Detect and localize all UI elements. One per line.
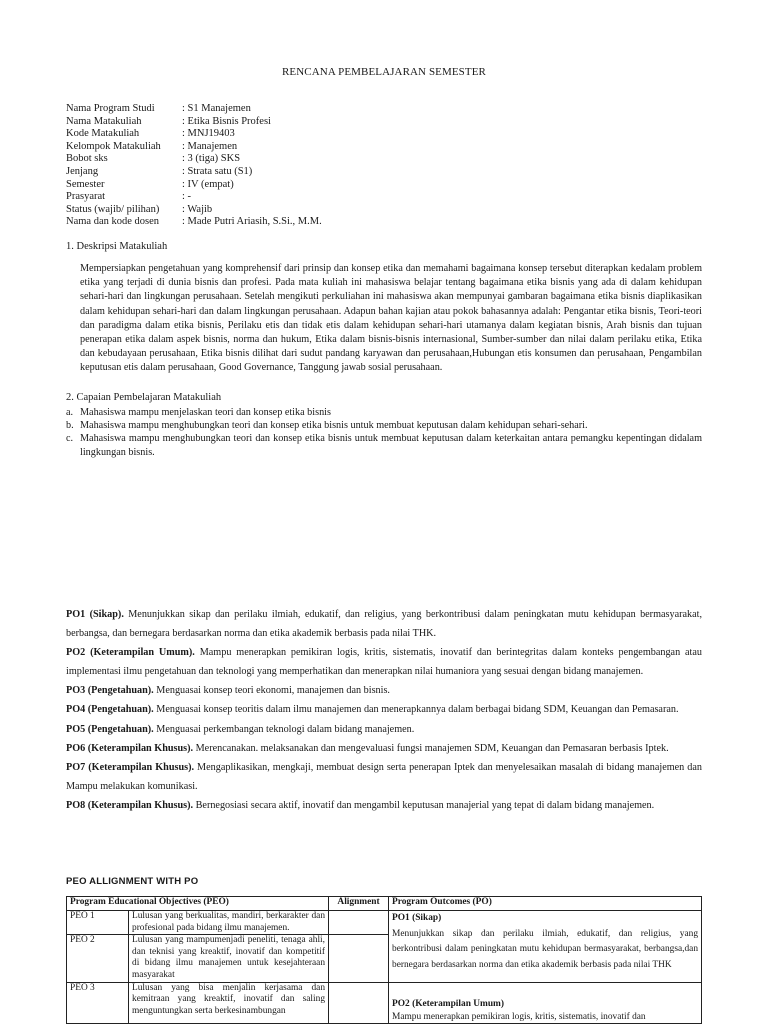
program-outcome-code: PO1 (Sikap). [66,609,124,620]
program-outcome-code: PO3 (Pengetahuan). [66,685,154,697]
alignment-cell [329,935,389,982]
peo-code: PEO 2 [67,935,129,982]
po-cell [389,982,702,1024]
list-item-text: Mahasiswa mampu menghubungkan teori dan konsep etika bisnis untuk membuat keputusan dalam kehidupan sehari-sehari. [80,420,588,432]
list-item-marker: b. [66,420,74,432]
section-heading: 1. Deskripsi Matakuliah [66,241,168,252]
program-outcome-code: PO2 (Keterampilan Umum). [66,647,195,659]
learning-outcomes-section [66,391,702,459]
info-label: Status (wajib/ pilihan) [66,203,160,215]
program-outcome-item [66,700,702,719]
info-row [66,103,322,116]
program-outcome-item [66,681,702,700]
list-item [66,432,702,458]
info-value: : Etika Bisnis Profesi [182,115,271,127]
program-outcome-code: PO7 (Keterampilan Khusus). [66,761,195,773]
info-label: Jenjang [66,165,99,177]
list-item-marker: c. [66,433,74,445]
info-row [66,204,322,217]
program-outcome-code: PO6 (Keterampilan Khusus). [66,742,194,754]
list-item [66,419,702,432]
table-row [67,911,702,935]
info-row [66,141,322,154]
section-heading: 2. Capaian Pembelajaran Matakuliah [66,392,222,403]
program-outcome-text: Mengaplikasikan, mengkaji, membuat design serta penerapan Iptek dan menyelesaikan masalah di bidang manajemen dan Mampu melakukan komunikasi. [66,761,702,792]
program-outcome-item [66,796,702,815]
document-title: RENCANA PEMBELAJARAN SEMESTER [282,66,486,78]
info-row [66,116,322,129]
info-row [66,191,322,204]
table-row [67,982,702,1024]
info-row [66,216,322,229]
list-item-text: Mahasiswa mampu menjelaskan teori dan konsep etika bisnis [80,407,331,418]
program-outcome-text: Menguasai perkembangan teknologi dalam bidang manajemen. [153,723,415,735]
program-outcome-text: Menguasai konsep teori ekonomi, manajemen dan bisnis. [153,685,390,697]
program-outcome-text: Merencanakan. melaksanakan dan mengevaluasi fungsi manajemen SDM, Keuangan dan Pemasaran berbasis Iptek. [193,742,669,754]
info-value: : Manajemen [182,140,238,152]
alignment-cell [329,911,389,935]
course-info [66,103,322,229]
program-outcome-item [66,739,702,758]
info-value: : Strata satu (S1) [182,165,253,177]
po-text: Mampu menerapkan pemikiran logis, kritis, sistematis, inovatif dan [392,1012,646,1023]
program-outcome-code: PO4 (Pengetahuan). [66,704,154,716]
info-value: : Made Putri Ariasih, S.Si., M.M. [182,216,322,228]
program-outcome-text: Mampu menerapkan pemikiran logis, kritis, sistematis, inovatif dan berintegritas dalam konteks pengembangan atau implementasi ilmu pengetahuan dan teknologi yang memperhatikan dan menerapkan nilai humaniora yang sesuai dengan bidang manajemen. [66,647,702,678]
peo-description: Lulusan yang berkualitas, mandiri, berkarakter dan profesional pada bidang ilmu manajemen. [129,911,329,935]
po-column-header: Program Outcomes (PO) [389,897,702,911]
po-cell [389,911,702,983]
peo-section-title: PEO ALLIGNMENT WITH PO [66,876,199,887]
program-outcome-item [66,758,702,796]
learning-outcomes-list [66,406,702,459]
po-text: Menunjukkan sikap dan perilaku ilmiah, edukatif, dan religius, yang berkontribusi dalam peningkatan mutu kehidupan bermasyarakat, berbangsa,dan bernegara berdasarkan norma dan etika akademik berbasis pada nilai THK [392,928,699,970]
program-outcomes-list [66,605,702,815]
program-outcome-item [66,720,702,739]
list-item-marker: a. [66,407,74,418]
list-item [66,406,702,419]
program-outcome-item [66,605,702,643]
peo-column-header: Program Educational Objectives (PEO) [67,897,329,911]
course-description-text: Mempersiapkan pengetahuan yang komprehensif dari prinsip dan konsep etika dan memahami bagaimana konsep tersebut diterapkan kedalam problem etika yang terjadi di dunia bisnis dan profesi. Pada mata kuliah ini mahasiswa belajar tentang bagaimana etika bisnis yang ada di dalam kehidupan sehari-hari dan lingkungan perusahaan. Setelah mengikuti perkuliahan ini mahasiswa akan mempunyai gambaran bagaimana etika bisnis diaplikasikan dalam kehidupan sehari-hari dan dalam lingkungan perusahaan. Adapun bahan kajian atau pokok bahasannya adalah: Pengantar etika bisnis, Teori-teori dan paradigma dalam etika bisnis, Perilaku etis dan tidak etis dalam kehidupan sehari-hari utamanya dalam kegiatan bisnis, Arah bisnis dan tujuan penerapan etika dalam aspek bisnis, norma dan hukum, Etika dalam bisnis-bisnis internasional, Sumber-sumber dan nilai dalam perilaku etika, Etika dan kebudayaan perusahaan, Etika bisnis dilihat dari sudut pandang karyawan dan perusahaan,Hubungan etis konsumen dan perusahaan, Pengambilan keputusan etis dalam perusahaan, Good Governance, Tanggung jawab sosial perusahaan. [80,263,702,374]
table-header-row [67,897,702,911]
alignment-cell [329,982,389,1024]
peo-description: Lulusan yang mampumenjadi peneliti, tenaga ahli, dan teknisi yang kreaktif, inovatif dan kompetitif di bidang ilmu manajemen untuk kesejahteraan masyarakat [129,935,329,982]
course-description-section [66,240,702,376]
alignment-column-header: Alignment [329,897,389,911]
info-row [66,128,322,141]
peo-description: Lulusan yang bisa menjalin kerjasama dan kemitraan yang kreaktif, inovatif dan saling menguntungkan serta berkesinambungan [129,982,329,1024]
info-label: Kode Matakuliah [66,128,140,140]
info-value: : 3 (tiga) SKS [182,153,241,165]
program-outcome-code: PO5 (Pengetahuan). [66,723,154,735]
peo-alignment-table [66,896,702,1024]
info-label: Bobot sks [66,153,108,165]
program-outcome-text: Menguasai konsep teoritis dalam ilmu manajemen dan menerapkannya dalam berbagai bidang SDM, Keuangan dan Pemasaran. [153,704,679,716]
po-heading: PO2 (Keterampilan Umum) [392,998,504,1009]
info-value: : IV (empat) [182,178,234,190]
info-value: : MNJ19403 [182,128,235,140]
program-outcome-text: Menunjukkan sikap dan perilaku ilmiah, edukatif, dan religius, yang berkontribusi dalam peningkatan mutu kehidupan bermasyarakat, berbangsa, dan bernegara berdasarkan norma dan etika akademik berbasis pada nilai THK. [66,609,703,640]
peo-code: PEO 1 [67,911,129,935]
info-value: : - [182,191,192,203]
list-item-text: Mahasiswa mampu menghubungkan teori dan konsep etika bisnis untuk membuat keputusan dalam keterkaitan antara pemangku kepentingan didalam lingkungan bisnis. [80,433,702,458]
program-outcome-text: Bernegosiasi secara aktif, inovatif dan mengambil keputusan manajerial yang tepat di dalam bidang manajemen. [193,799,655,811]
program-outcome-code: PO8 (Keterampilan Khusus). [66,799,194,811]
info-label: Nama Program Studi [66,103,155,114]
info-value: : Wajib [182,203,213,215]
info-label: Semester [66,178,105,190]
program-outcome-item [66,643,702,681]
info-label: Prasyarat [66,191,106,203]
info-row [66,153,322,166]
info-label: Nama Matakuliah [66,115,142,127]
info-row [66,166,322,179]
info-label: Kelompok Matakuliah [66,140,161,152]
info-row [66,179,322,192]
info-value: : S1 Manajemen [182,103,251,114]
info-label: Nama dan kode dosen [66,216,160,228]
peo-code: PEO 3 [67,982,129,1024]
po-heading: PO1 (Sikap) [392,913,442,923]
